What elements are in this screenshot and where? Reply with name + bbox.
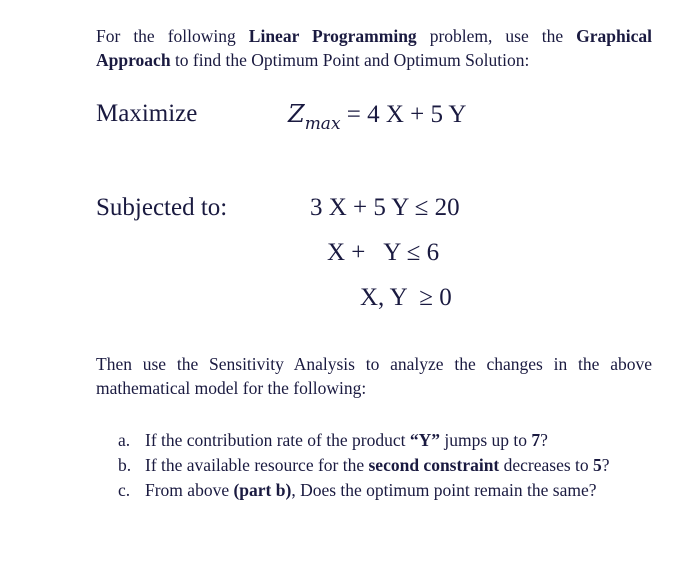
sensitivity-instruction: Then use the Sensitivity Analysis to analyze the changes in the above mathematical model for the following: — [96, 354, 652, 398]
question-c-label: c. — [118, 480, 131, 500]
question-b-text-2: decreases to — [499, 455, 594, 475]
intro-text-3: to find the Optimum Point and Optimum Solution: — [170, 50, 530, 70]
question-b-bold-2: 5 — [593, 455, 602, 475]
question-b — [118, 453, 610, 478]
maximize-label: Maximize — [96, 100, 198, 127]
question-b-label: b. — [118, 455, 132, 475]
objective-function — [288, 99, 466, 132]
question-c-text-2: , Does the optimum point remain the same? — [291, 480, 597, 500]
question-b-text-3: ? — [601, 455, 610, 475]
question-a-text-1: If the contribution rate of the product — [145, 430, 410, 450]
constraint-2: X + Y ≤ 6 — [327, 239, 440, 266]
objective-expression: = 4 X + 5 Y — [340, 101, 467, 128]
question-a-text-2: jumps up to — [439, 430, 532, 450]
question-c-text-1: From above — [145, 480, 234, 500]
question-b-text-1: If the available resource for the — [145, 455, 369, 475]
intro-text-2: problem, use the — [416, 26, 577, 46]
objective-z: Z — [288, 100, 305, 128]
intro-bold-graphical: Graphical Approach — [96, 26, 652, 70]
question-a-label: a. — [118, 430, 131, 450]
constraint-3: X, Y ≥ 0 — [360, 284, 452, 311]
question-c — [118, 478, 610, 503]
subjected-to-label: Subjected to: — [96, 194, 228, 221]
question-a-bold-1: “Y” — [409, 430, 440, 450]
intro-bold-lp: Linear Programming — [248, 26, 417, 46]
question-a — [118, 428, 610, 453]
question-a-text-3: ? — [540, 430, 548, 450]
question-list — [118, 428, 610, 503]
objective-subscript: max — [304, 114, 341, 134]
intro-text-1: For the following — [96, 26, 249, 46]
question-a-bold-2: 7 — [531, 430, 541, 450]
question-c-bold-1: (part b) — [233, 480, 292, 500]
problem-intro — [96, 24, 652, 72]
constraint-1: 3 X + 5 Y ≤ 20 — [310, 194, 460, 221]
question-b-bold-1: second constraint — [368, 455, 500, 475]
